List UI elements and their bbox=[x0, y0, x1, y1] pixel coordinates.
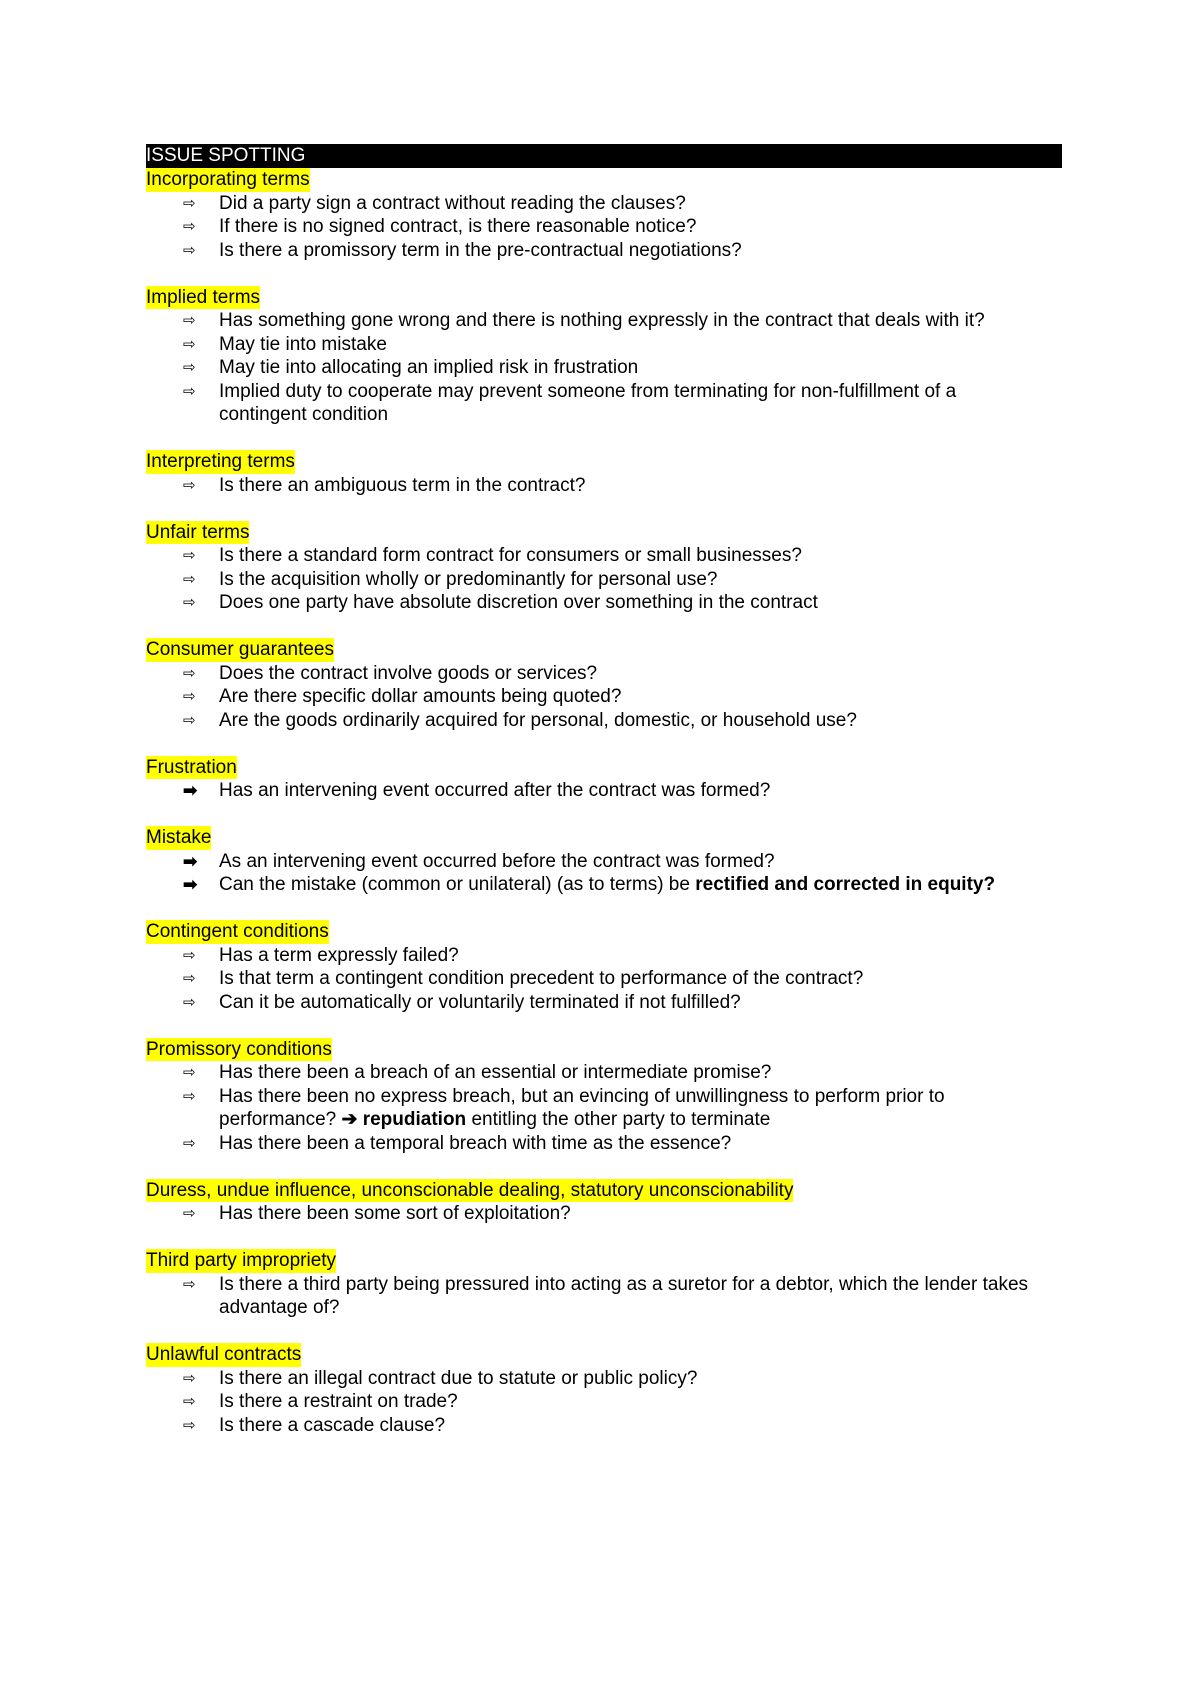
list-item: ⇨ Has there been no express breach, but an evincing of unwillingness to perform prior to performance? ➔ repudiation entitling the other party to terminate bbox=[183, 1085, 945, 1130]
list-item: ⇨ Is there a promissory term in the pre-contractual negotiations? bbox=[183, 239, 742, 261]
arrow-bullet-icon: ⇨ bbox=[183, 688, 196, 705]
arrow-bullet-icon: ⇨ bbox=[183, 218, 196, 235]
list-item: ⇨ Is that term a contingent condition precedent to performance of the contract? bbox=[183, 968, 864, 989]
list-item: ⇨ Does the contract involve goods or services? bbox=[183, 662, 598, 684]
list-item: ⇨ Are there specific dollar amounts being quoted? bbox=[183, 686, 622, 707]
arrow-bullet-icon: ⇨ bbox=[183, 1393, 196, 1410]
list-item: ⇨ Implied duty to cooperate may prevent someone from terminating for non-fulfillment of a contingent condition bbox=[183, 380, 957, 425]
arrow-bullet-icon: ⇨ bbox=[183, 1134, 196, 1152]
arrow-bullet-icon: ⇨ bbox=[183, 359, 196, 376]
list-item: ⇨ Can it be automatically or voluntarily terminated if not fulfilled? bbox=[183, 991, 741, 1013]
section-implied-terms bbox=[146, 286, 1062, 427]
list-item: ➡ Can the mistake (common or unilateral) (as to terms) be rectified and corrected in equity? bbox=[183, 874, 996, 895]
list-item: ➡ As an intervening event occurred before the contract was formed? bbox=[183, 850, 775, 872]
section-heading: Frustration bbox=[146, 756, 237, 778]
list-item: ⇨ Is there a third party being pressured into acting as a suretor for a debtor, which the lender takes advantage of? bbox=[183, 1273, 1029, 1318]
arrow-bullet-icon: ⇨ bbox=[183, 312, 196, 329]
list-item: ⇨ Has there been a breach of an essential or intermediate promise? bbox=[183, 1062, 772, 1083]
arrow-bullet-icon: ⇨ bbox=[183, 1205, 196, 1222]
list-item: ⇨ Does one party have absolute discretion over something in the contract bbox=[183, 592, 818, 613]
list-item: ⇨ Has there been some sort of exploitation? bbox=[183, 1203, 571, 1224]
list-item: ⇨ Is there a standard form contract for consumers or small businesses? bbox=[183, 545, 802, 566]
arrow-bullet-icon: ⇨ bbox=[183, 1369, 196, 1387]
arrow-bullet-icon: ➡ bbox=[183, 781, 198, 800]
list-item: ⇨ Is there an ambiguous term in the contract? bbox=[183, 474, 586, 496]
list-item: ➡ Has an intervening event occurred after the contract was formed? bbox=[183, 780, 771, 801]
section-incorporating-terms bbox=[146, 168, 1062, 262]
list-item: ⇨ Did a party sign a contract without reading the clauses? bbox=[183, 192, 686, 214]
arrow-bullet-icon: ⇨ bbox=[183, 241, 196, 259]
emphasis-text: repudiation bbox=[362, 1109, 467, 1130]
list-item: ⇨ Has there been a temporal breach with time as the essence? bbox=[183, 1132, 732, 1154]
list-item: ⇨ Is there an illegal contract due to statute or public policy? bbox=[183, 1367, 698, 1389]
section-heading: Interpreting terms bbox=[146, 451, 295, 472]
section-frustration bbox=[146, 756, 1062, 803]
list-item: ⇨ May tie into mistake bbox=[183, 333, 387, 355]
arrow-bullet-icon: ⇨ bbox=[183, 476, 196, 494]
section-interpreting-terms bbox=[146, 450, 1062, 497]
arrow-bullet-icon: ⇨ bbox=[183, 570, 196, 588]
arrow-bullet-icon: ⇨ bbox=[183, 946, 196, 964]
arrow-bullet-icon: ⇨ bbox=[183, 335, 196, 353]
right-arrow-icon: ➔ bbox=[341, 1109, 358, 1130]
arrow-bullet-icon: ➡ bbox=[183, 851, 198, 871]
section-unfair-terms bbox=[146, 521, 1062, 615]
arrow-bullet-icon: ➡ bbox=[183, 875, 198, 894]
section-heading: Mistake bbox=[146, 827, 212, 848]
section-third-party-impropriety bbox=[146, 1249, 1062, 1320]
section-heading: Implied terms bbox=[146, 286, 261, 308]
list-item: ⇨ Has something gone wrong and there is nothing expressly in the contract that deals with it? bbox=[183, 310, 985, 331]
section-heading: Contingent conditions bbox=[146, 921, 329, 942]
section-promissory-conditions bbox=[146, 1038, 1062, 1156]
list-item: ⇨ If there is no signed contract, is there reasonable notice? bbox=[183, 216, 697, 237]
section-heading: Unfair terms bbox=[146, 521, 250, 543]
section-consumer-guarantees bbox=[146, 638, 1062, 732]
arrow-bullet-icon: ⇨ bbox=[183, 1064, 196, 1081]
section-mistake bbox=[146, 826, 1062, 897]
arrow-bullet-icon: ⇨ bbox=[183, 711, 196, 729]
arrow-bullet-icon: ⇨ bbox=[183, 1275, 196, 1293]
section-heading: Third party impropriety bbox=[146, 1250, 337, 1271]
section-contingent-conditions bbox=[146, 920, 1062, 1014]
arrow-bullet-icon: ⇨ bbox=[183, 664, 196, 682]
document-page bbox=[146, 144, 1062, 1437]
arrow-bullet-icon: ⇨ bbox=[183, 194, 196, 212]
arrow-bullet-icon: ⇨ bbox=[183, 382, 196, 400]
section-heading: Duress, undue influence, unconscionable dealing, statutory unconscionability bbox=[146, 1179, 794, 1201]
list-item: ⇨ Is there a cascade clause? bbox=[183, 1414, 446, 1436]
section-heading: Promissory conditions bbox=[146, 1038, 332, 1060]
arrow-bullet-icon: ⇨ bbox=[183, 1087, 196, 1105]
list-item: ⇨ May tie into allocating an implied risk in frustration bbox=[183, 357, 639, 378]
emphasis-text: rectified and corrected in equity? bbox=[695, 874, 996, 895]
arrow-bullet-icon: ⇨ bbox=[183, 1416, 196, 1434]
section-heading: Unlawful contracts bbox=[146, 1344, 302, 1365]
section-heading: Incorporating terms bbox=[146, 169, 310, 190]
section-unlawful-contracts bbox=[146, 1343, 1062, 1437]
list-item: ⇨ Are the goods ordinarily acquired for personal, domestic, or household use? bbox=[183, 709, 857, 731]
section-duress bbox=[146, 1179, 1062, 1226]
arrow-bullet-icon: ⇨ bbox=[183, 970, 196, 987]
arrow-bullet-icon: ⇨ bbox=[183, 594, 196, 611]
page-title: ISSUE SPOTTING bbox=[146, 144, 1062, 168]
list-item: ⇨ Is the acquisition wholly or predominantly for personal use? bbox=[183, 568, 718, 590]
list-item: ⇨ Has a term expressly failed? bbox=[183, 944, 459, 966]
section-heading: Consumer guarantees bbox=[146, 639, 334, 660]
arrow-bullet-icon: ⇨ bbox=[183, 993, 196, 1011]
arrow-bullet-icon: ⇨ bbox=[183, 547, 196, 564]
list-item: ⇨ Is there a restraint on trade? bbox=[183, 1391, 458, 1412]
